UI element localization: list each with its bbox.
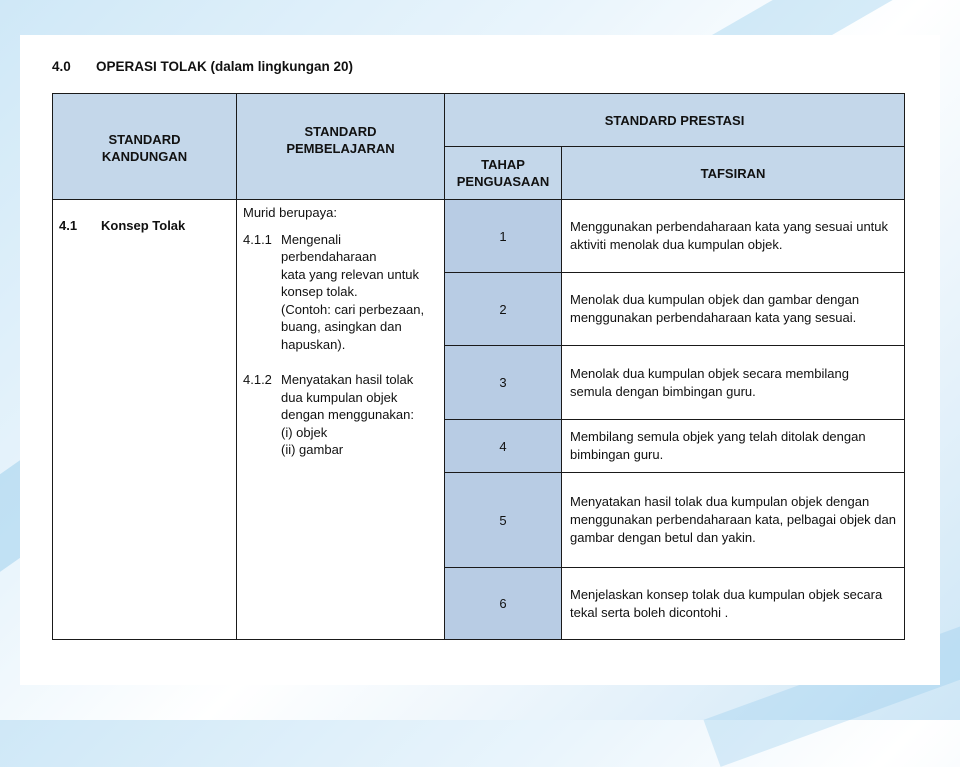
item-line: (Contoh: cari perbezaan, xyxy=(281,301,425,317)
learning-standard-item xyxy=(243,231,438,354)
level-number: 2 xyxy=(445,273,562,346)
item-line: (ii) gambar xyxy=(281,442,344,457)
header-tahap-penguasaan: TAHAP PENGUASAAN xyxy=(445,147,562,200)
standard-pembelajaran-cell xyxy=(237,200,445,640)
item-line: buang, asingkan dan xyxy=(281,319,402,334)
level-description: Menggunakan perbendaharaan kata yang sesuai untuk aktiviti menolak dua kumpulan objek. xyxy=(562,200,905,273)
item-code: 4.1.2 xyxy=(243,372,272,387)
section-number: 4.0 xyxy=(52,59,71,74)
item-line: dua kumpulan objek xyxy=(281,389,398,405)
item-line: dengan menggunakan: xyxy=(281,407,415,422)
item-code: 4.1.1 xyxy=(243,231,272,247)
level-description: Menolak dua kumpulan objek dan gambar dengan menggunakan perbendaharaan kata yang sesuai. xyxy=(562,273,905,346)
kandungan-title: Konsep Tolak xyxy=(101,218,186,233)
level-description: Menyatakan hasil tolak dua kumpulan objek dengan menggunakan perbendaharaan kata, pelbagai objek dan gambar dengan betul dan yakin. xyxy=(562,473,905,568)
item-line: hapuskan). xyxy=(281,336,346,352)
pembelajaran-intro: Murid berupaya: xyxy=(243,205,337,220)
kandungan-code: 4.1 xyxy=(59,218,78,233)
item-line: konsep tolak. xyxy=(281,284,358,299)
table-row xyxy=(53,200,905,273)
level-number: 3 xyxy=(445,346,562,420)
item-line: (i) objek xyxy=(281,424,328,440)
level-description: Menolak dua kumpulan objek secara membilang semula dengan bimbingan guru. xyxy=(562,346,905,420)
item-line: kata yang relevan untuk xyxy=(281,266,420,282)
standard-kandungan-cell xyxy=(53,200,237,640)
document-page xyxy=(20,35,940,685)
standard-table xyxy=(52,93,905,640)
item-line: Mengenali perbendaharaan xyxy=(281,231,377,264)
level-description: Membilang semula objek yang telah ditolak dengan bimbingan guru. xyxy=(562,420,905,473)
level-number: 4 xyxy=(445,420,562,473)
learning-standard-item xyxy=(243,371,438,459)
header-standard-kandungan: STANDARD KANDUNGAN xyxy=(53,94,237,200)
item-line: Menyatakan hasil tolak xyxy=(281,372,414,387)
header-standard-prestasi: STANDARD PRESTASI xyxy=(445,94,905,147)
level-description: Menjelaskan konsep tolak dua kumpulan objek secara tekal serta boleh dicontohi . xyxy=(562,568,905,640)
section-title xyxy=(52,59,353,74)
level-number: 5 xyxy=(445,473,562,568)
section-heading: OPERASI TOLAK (dalam lingkungan 20) xyxy=(96,59,354,74)
level-number: 6 xyxy=(445,568,562,640)
level-number: 1 xyxy=(445,200,562,273)
header-tafsiran: TAFSIRAN xyxy=(562,147,905,200)
header-standard-pembelajaran: STANDARD PEMBELAJARAN xyxy=(237,94,445,200)
